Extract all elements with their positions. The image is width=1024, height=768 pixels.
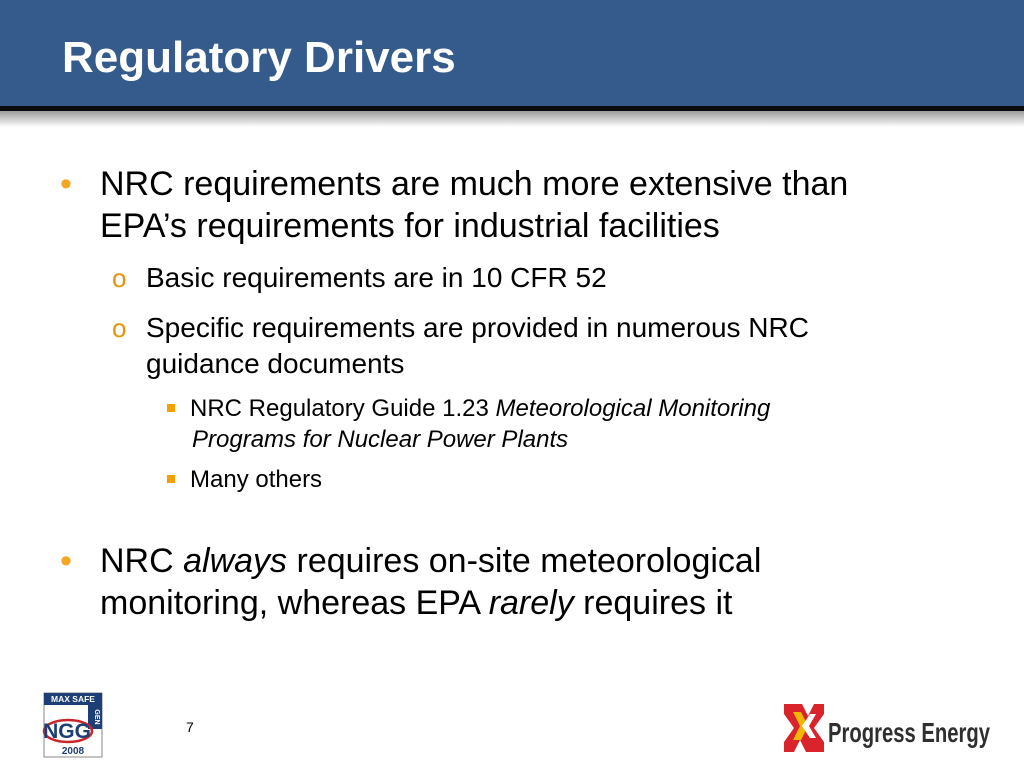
guide-title-part-1: Meteorological Monitoring	[495, 395, 771, 422]
sub-bullet-2-line-1: Specific requirements are provided in numerous NRC	[146, 312, 809, 343]
bullet-2-text-a: NRC	[100, 542, 184, 580]
slide-title: Regulatory Drivers	[62, 33, 456, 82]
circle-bullet-icon: o	[112, 313, 127, 343]
bullet-2-text-d: requires it	[573, 584, 733, 622]
sub-sub-bullet-1-line-2	[190, 424, 970, 455]
progress-energy-wordmark: Progress Energy	[828, 717, 991, 748]
progress-energy-logo	[780, 700, 994, 756]
sub-bullet-1-text: Basic requirements are in 10 CFR 52	[146, 262, 607, 293]
bullet-2-emphasis-always: always	[183, 542, 288, 580]
bullet-2-text-b: requires on-site meteorological	[287, 542, 762, 580]
bullet-item-1	[60, 163, 1000, 247]
square-bullet-icon	[167, 475, 175, 483]
bullet-2-line-1	[100, 540, 1000, 582]
sub-sub-bullet-2-text: Many others	[190, 466, 323, 493]
ngg-logo-main-text: NGG	[43, 720, 91, 743]
ngg-logo-side-text: GEN	[93, 709, 100, 725]
bullet-1-line-1: NRC requirements are much more extensive than	[100, 165, 849, 203]
bullet-2-text-c: monitoring, whereas EPA	[100, 584, 489, 622]
ngg-max-safe-logo	[40, 692, 104, 758]
sub-sub-bullet-1-line-1	[190, 393, 970, 424]
guide-title-part-2: Programs for Nuclear Power Plants	[192, 426, 569, 453]
bullet-dot-icon: •	[60, 165, 72, 203]
bullet-2-emphasis-rarely: rarely	[488, 584, 574, 622]
title-bar-shadow	[0, 111, 1024, 127]
regulatory-guide-label: NRC Regulatory Guide 1.23	[190, 395, 496, 422]
bullet-2-line-2	[100, 582, 1000, 624]
sub-bullet-item-2	[112, 310, 986, 382]
bullet-1-line-2: EPA’s requirements for industrial facilities	[100, 207, 720, 245]
ngg-logo-top-text: MAX SAFE	[51, 694, 95, 704]
bullet-item-2	[60, 540, 1000, 624]
progress-energy-symbol-icon	[784, 704, 824, 752]
sub-bullet-item-1	[112, 260, 986, 296]
sub-bullet-2-line-2: guidance documents	[146, 348, 405, 379]
square-bullet-icon	[167, 404, 175, 412]
ngg-logo-year: 2008	[61, 746, 85, 757]
sub-sub-bullet-item-2	[190, 464, 970, 495]
sub-sub-bullet-item-1	[190, 393, 970, 455]
bullet-dot-icon: •	[60, 542, 72, 580]
circle-bullet-icon: o	[112, 263, 127, 293]
page-number: 7	[186, 719, 194, 735]
